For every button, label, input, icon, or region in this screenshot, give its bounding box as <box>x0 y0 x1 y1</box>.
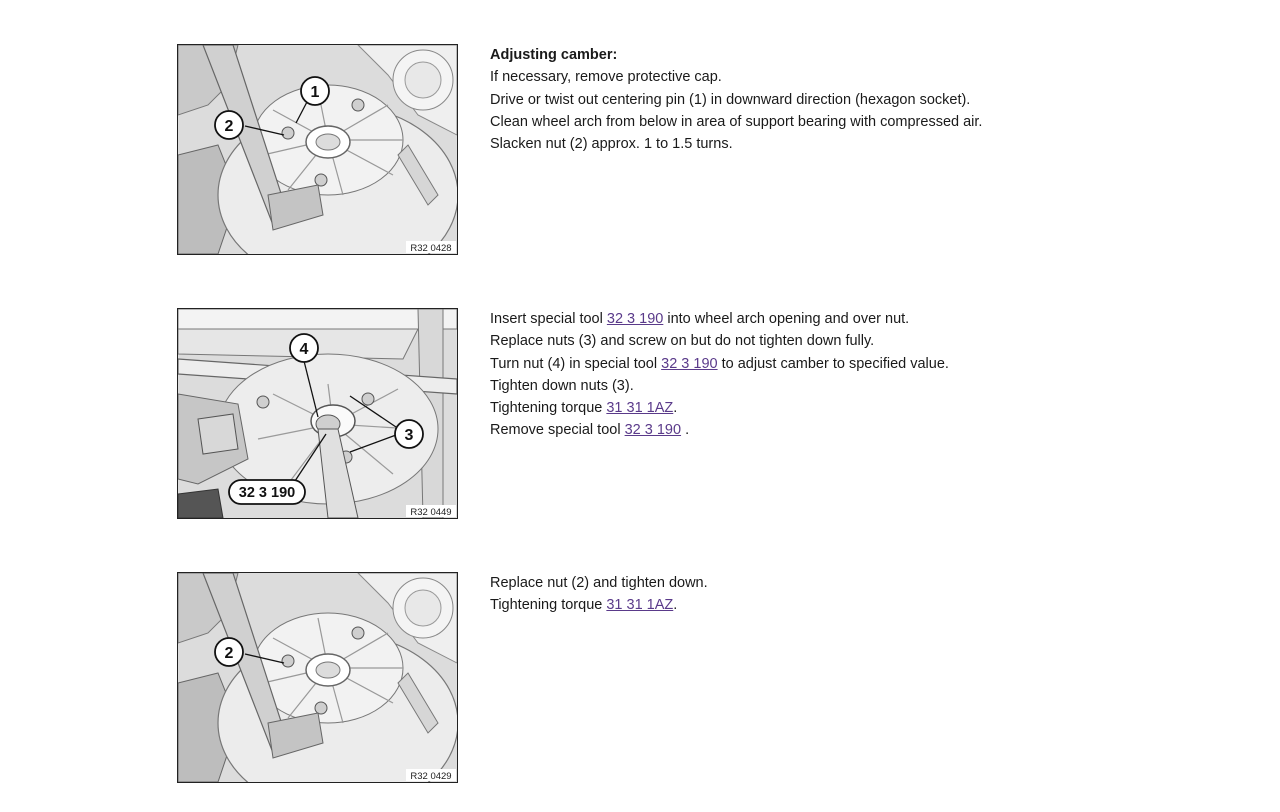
instruction-line: Drive or twist out centering pin (1) in downward direction (hexagon socket). <box>490 91 971 108</box>
special-tool-illustration <box>178 309 457 518</box>
figure-support-bearing <box>177 44 458 255</box>
callout-3 <box>395 420 423 448</box>
line-text: into wheel arch opening and over nut. <box>663 311 910 327</box>
instruction-line <box>490 419 1110 441</box>
line-text: . <box>673 597 678 614</box>
step-1 <box>0 44 1280 284</box>
torque-spec-link[interactable]: 31 31 1AZ <box>606 400 674 417</box>
line-text: . <box>681 422 690 439</box>
instruction-line: Slacken nut (2) approx. 1 to 1.5 turns. <box>490 136 733 153</box>
callout-1 <box>301 77 329 105</box>
callout-2 <box>215 111 243 139</box>
step-1-instructions <box>490 44 1110 155</box>
callout-4 <box>290 334 318 362</box>
special-tool-link[interactable]: 32 3 190 <box>661 355 718 372</box>
line-text: Tightening torque <box>490 597 607 614</box>
step-3-instructions <box>490 572 1110 617</box>
callout-2 <box>215 638 243 666</box>
line-text: Remove special tool <box>490 422 625 439</box>
instruction-line: Clean wheel arch from below in area of support bearing with compressed air. <box>490 113 983 130</box>
step-3 <box>0 572 1280 812</box>
instruction-line: If necessary, remove protective cap. <box>490 69 722 86</box>
line-text: Insert special tool <box>490 311 607 327</box>
instruction-line <box>490 353 1110 375</box>
svg-text:2: 2 <box>224 118 234 135</box>
section-heading: Adjusting camber: <box>490 47 618 63</box>
instruction-line: Tighten down nuts (3). <box>490 377 634 394</box>
tool-label-callout <box>229 480 305 504</box>
instruction-line <box>490 308 1110 330</box>
svg-text:4: 4 <box>299 341 309 358</box>
instruction-line <box>490 397 1110 419</box>
special-tool-link[interactable]: 32 3 190 <box>606 311 664 327</box>
step-2-instructions <box>490 308 1110 442</box>
support-bearing-illustration <box>178 45 457 254</box>
figure-code: R32 0429 <box>410 771 452 782</box>
line-text: . <box>673 400 678 417</box>
svg-text:3: 3 <box>404 427 414 444</box>
svg-text:1: 1 <box>310 84 320 101</box>
figure-special-tool <box>177 308 458 519</box>
figure-support-bearing-nut <box>177 572 458 783</box>
special-tool-link[interactable]: 32 3 190 <box>624 422 682 439</box>
line-text: to adjust camber to specified value. <box>717 355 949 372</box>
line-text: Turn nut (4) in special tool <box>490 355 662 372</box>
figure-code: R32 0428 <box>410 243 452 254</box>
step-2 <box>0 308 1280 548</box>
instruction-line: Replace nuts (3) and screw on but do not tighten down fully. <box>490 333 875 350</box>
instruction-line: Replace nut (2) and tighten down. <box>490 575 708 591</box>
svg-text:32 3 190: 32 3 190 <box>238 485 296 501</box>
line-text: Tightening torque <box>490 400 607 417</box>
figure-code: R32 0449 <box>410 507 452 518</box>
support-bearing-nut-illustration <box>178 573 457 782</box>
svg-text:2: 2 <box>224 645 234 662</box>
instruction-line <box>490 594 1110 616</box>
torque-spec-link[interactable]: 31 31 1AZ <box>606 597 674 614</box>
